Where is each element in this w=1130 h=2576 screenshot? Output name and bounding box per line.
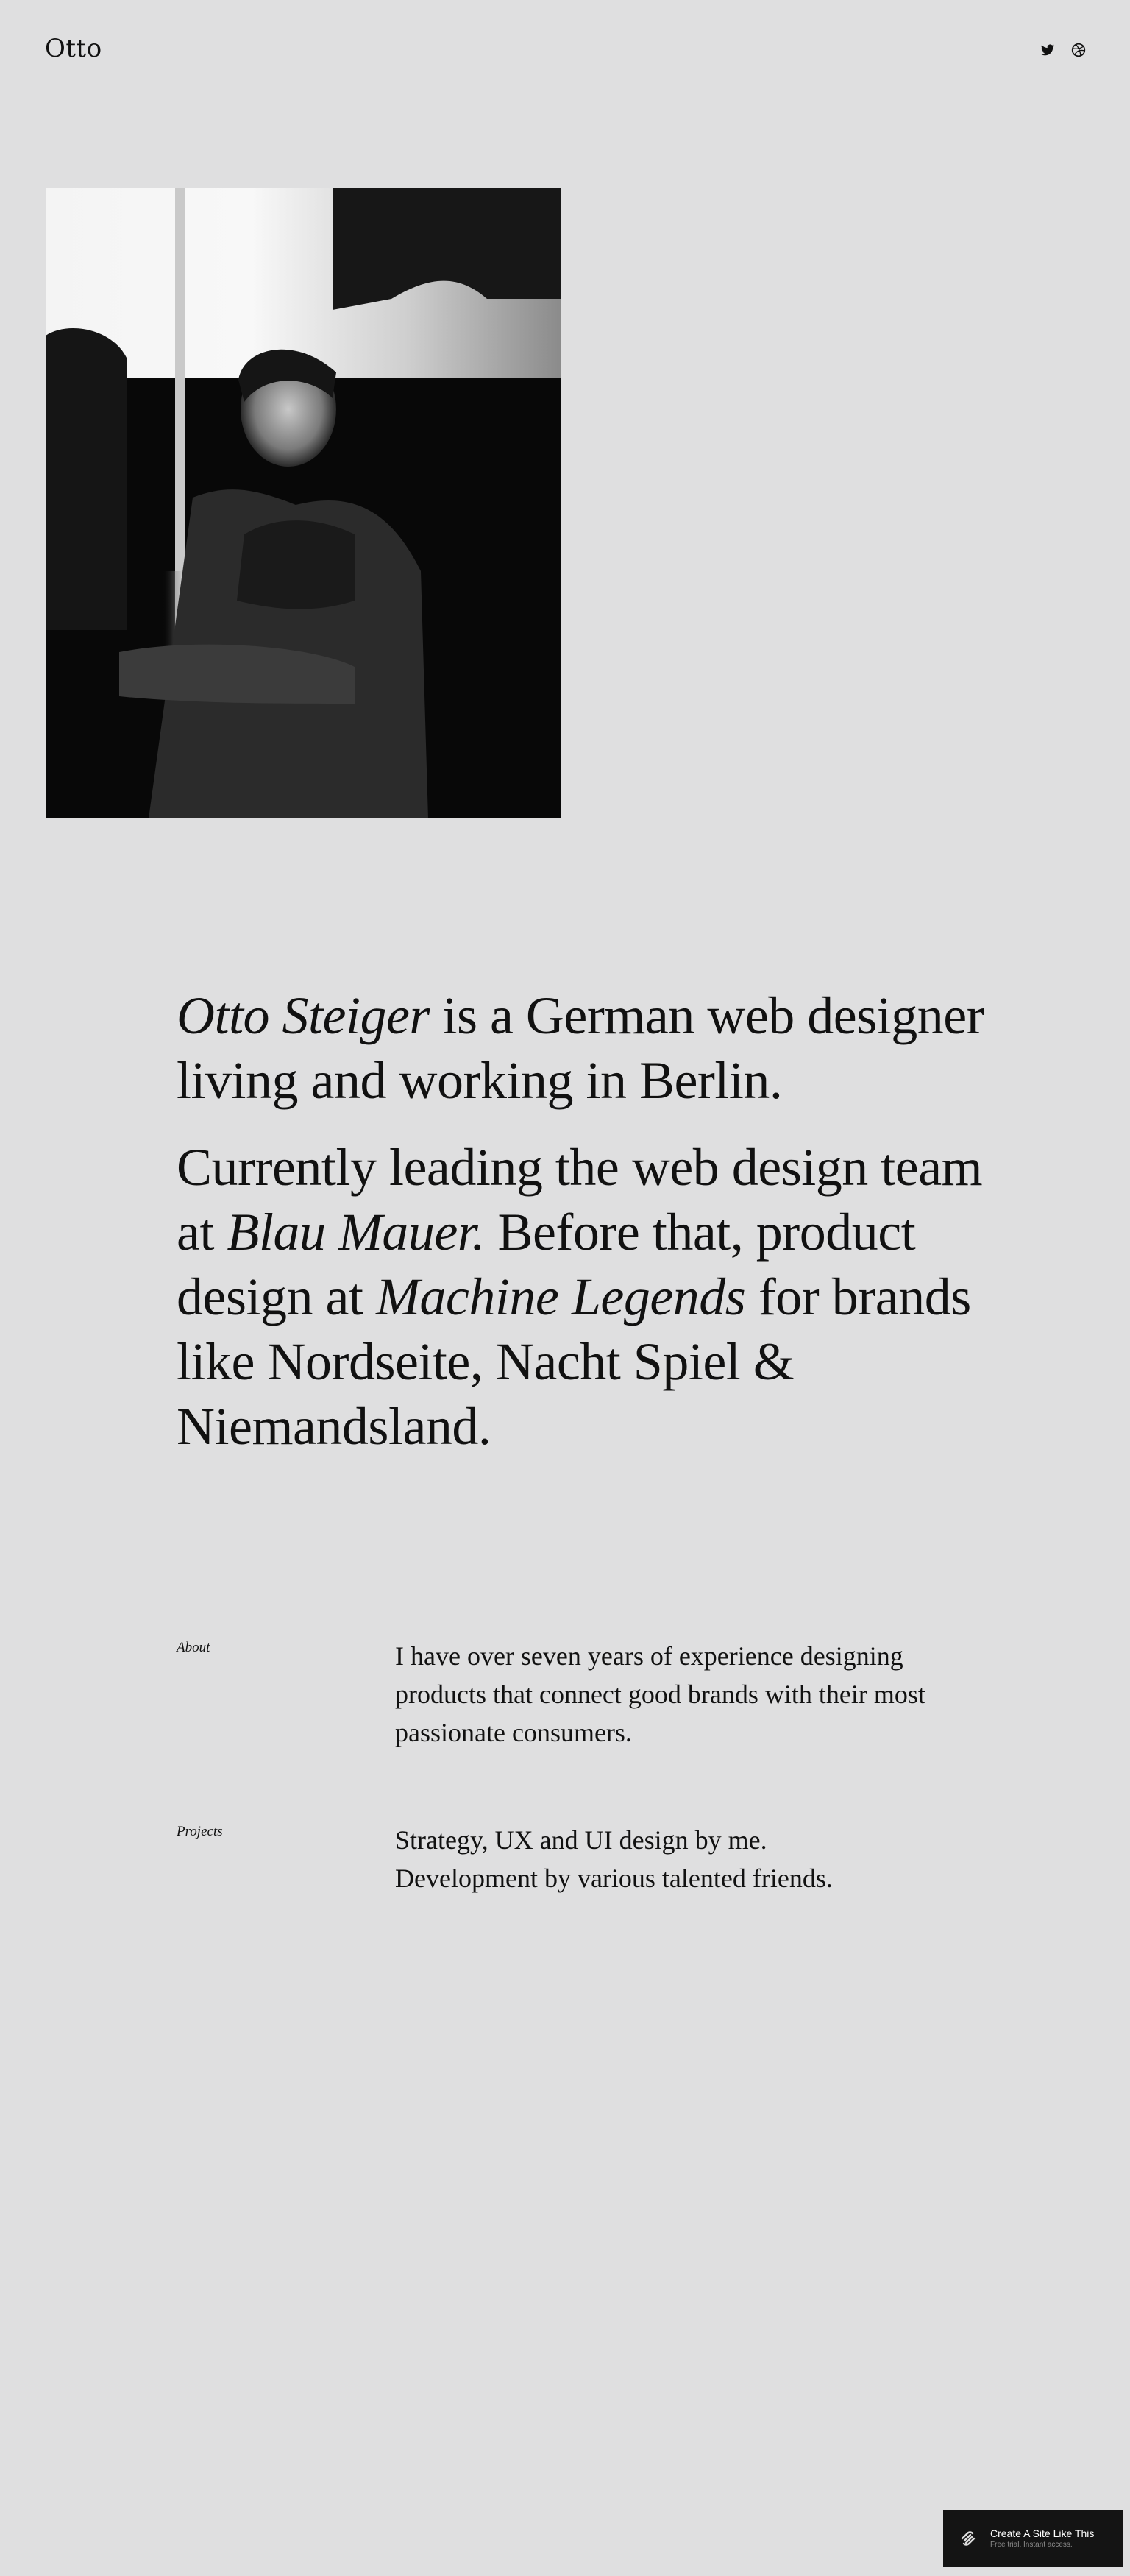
intro-statement [177,983,1001,1459]
projects-line-2: Development by various talented friends. [395,1864,833,1893]
intro-text-2b: Before that, product design at [177,1203,916,1326]
intro-text-1: is a German web designer living and working in Berlin. [177,986,984,1110]
squarespace-logo-icon [958,2528,978,2549]
dribbble-icon [1071,43,1086,57]
intro-paragraph-1 [177,983,1001,1113]
create-site-badge[interactable] [943,2510,1123,2567]
portrait-photo [46,188,561,818]
intro-text-2a: Currently leading the web design team at [177,1138,983,1262]
employer-current: Blau Mauer. [227,1203,485,1262]
badge-subtitle: Free trial. Instant access. [990,2541,1073,2549]
projects-text [395,1821,998,1897]
badge-title: Create A Site Like This [990,2527,1095,2539]
intro-name: Otto Steiger [177,986,430,1045]
about-text [395,1637,998,1752]
twitter-icon [1040,43,1055,57]
intro-paragraph-2 [177,1135,1001,1459]
site-title[interactable]: Otto [45,34,102,63]
about-paragraph: I have over seven years of experience designing products that connect good brands with their most passionate consumers. [395,1641,925,1747]
intro-text-2c: for brands like Nordseite, Nacht Spiel & Niemandsland. [177,1267,971,1456]
employer-previous: Machine Legends [375,1267,746,1326]
twitter-link[interactable] [1040,43,1055,57]
about-label: About [177,1640,210,1655]
projects-line-1: Strategy, UX and UI design by me. [395,1825,767,1855]
badge-text [990,2527,1094,2550]
projects-label: Projects [177,1824,223,1839]
social-links [1040,43,1086,57]
dribbble-link[interactable] [1071,43,1086,57]
